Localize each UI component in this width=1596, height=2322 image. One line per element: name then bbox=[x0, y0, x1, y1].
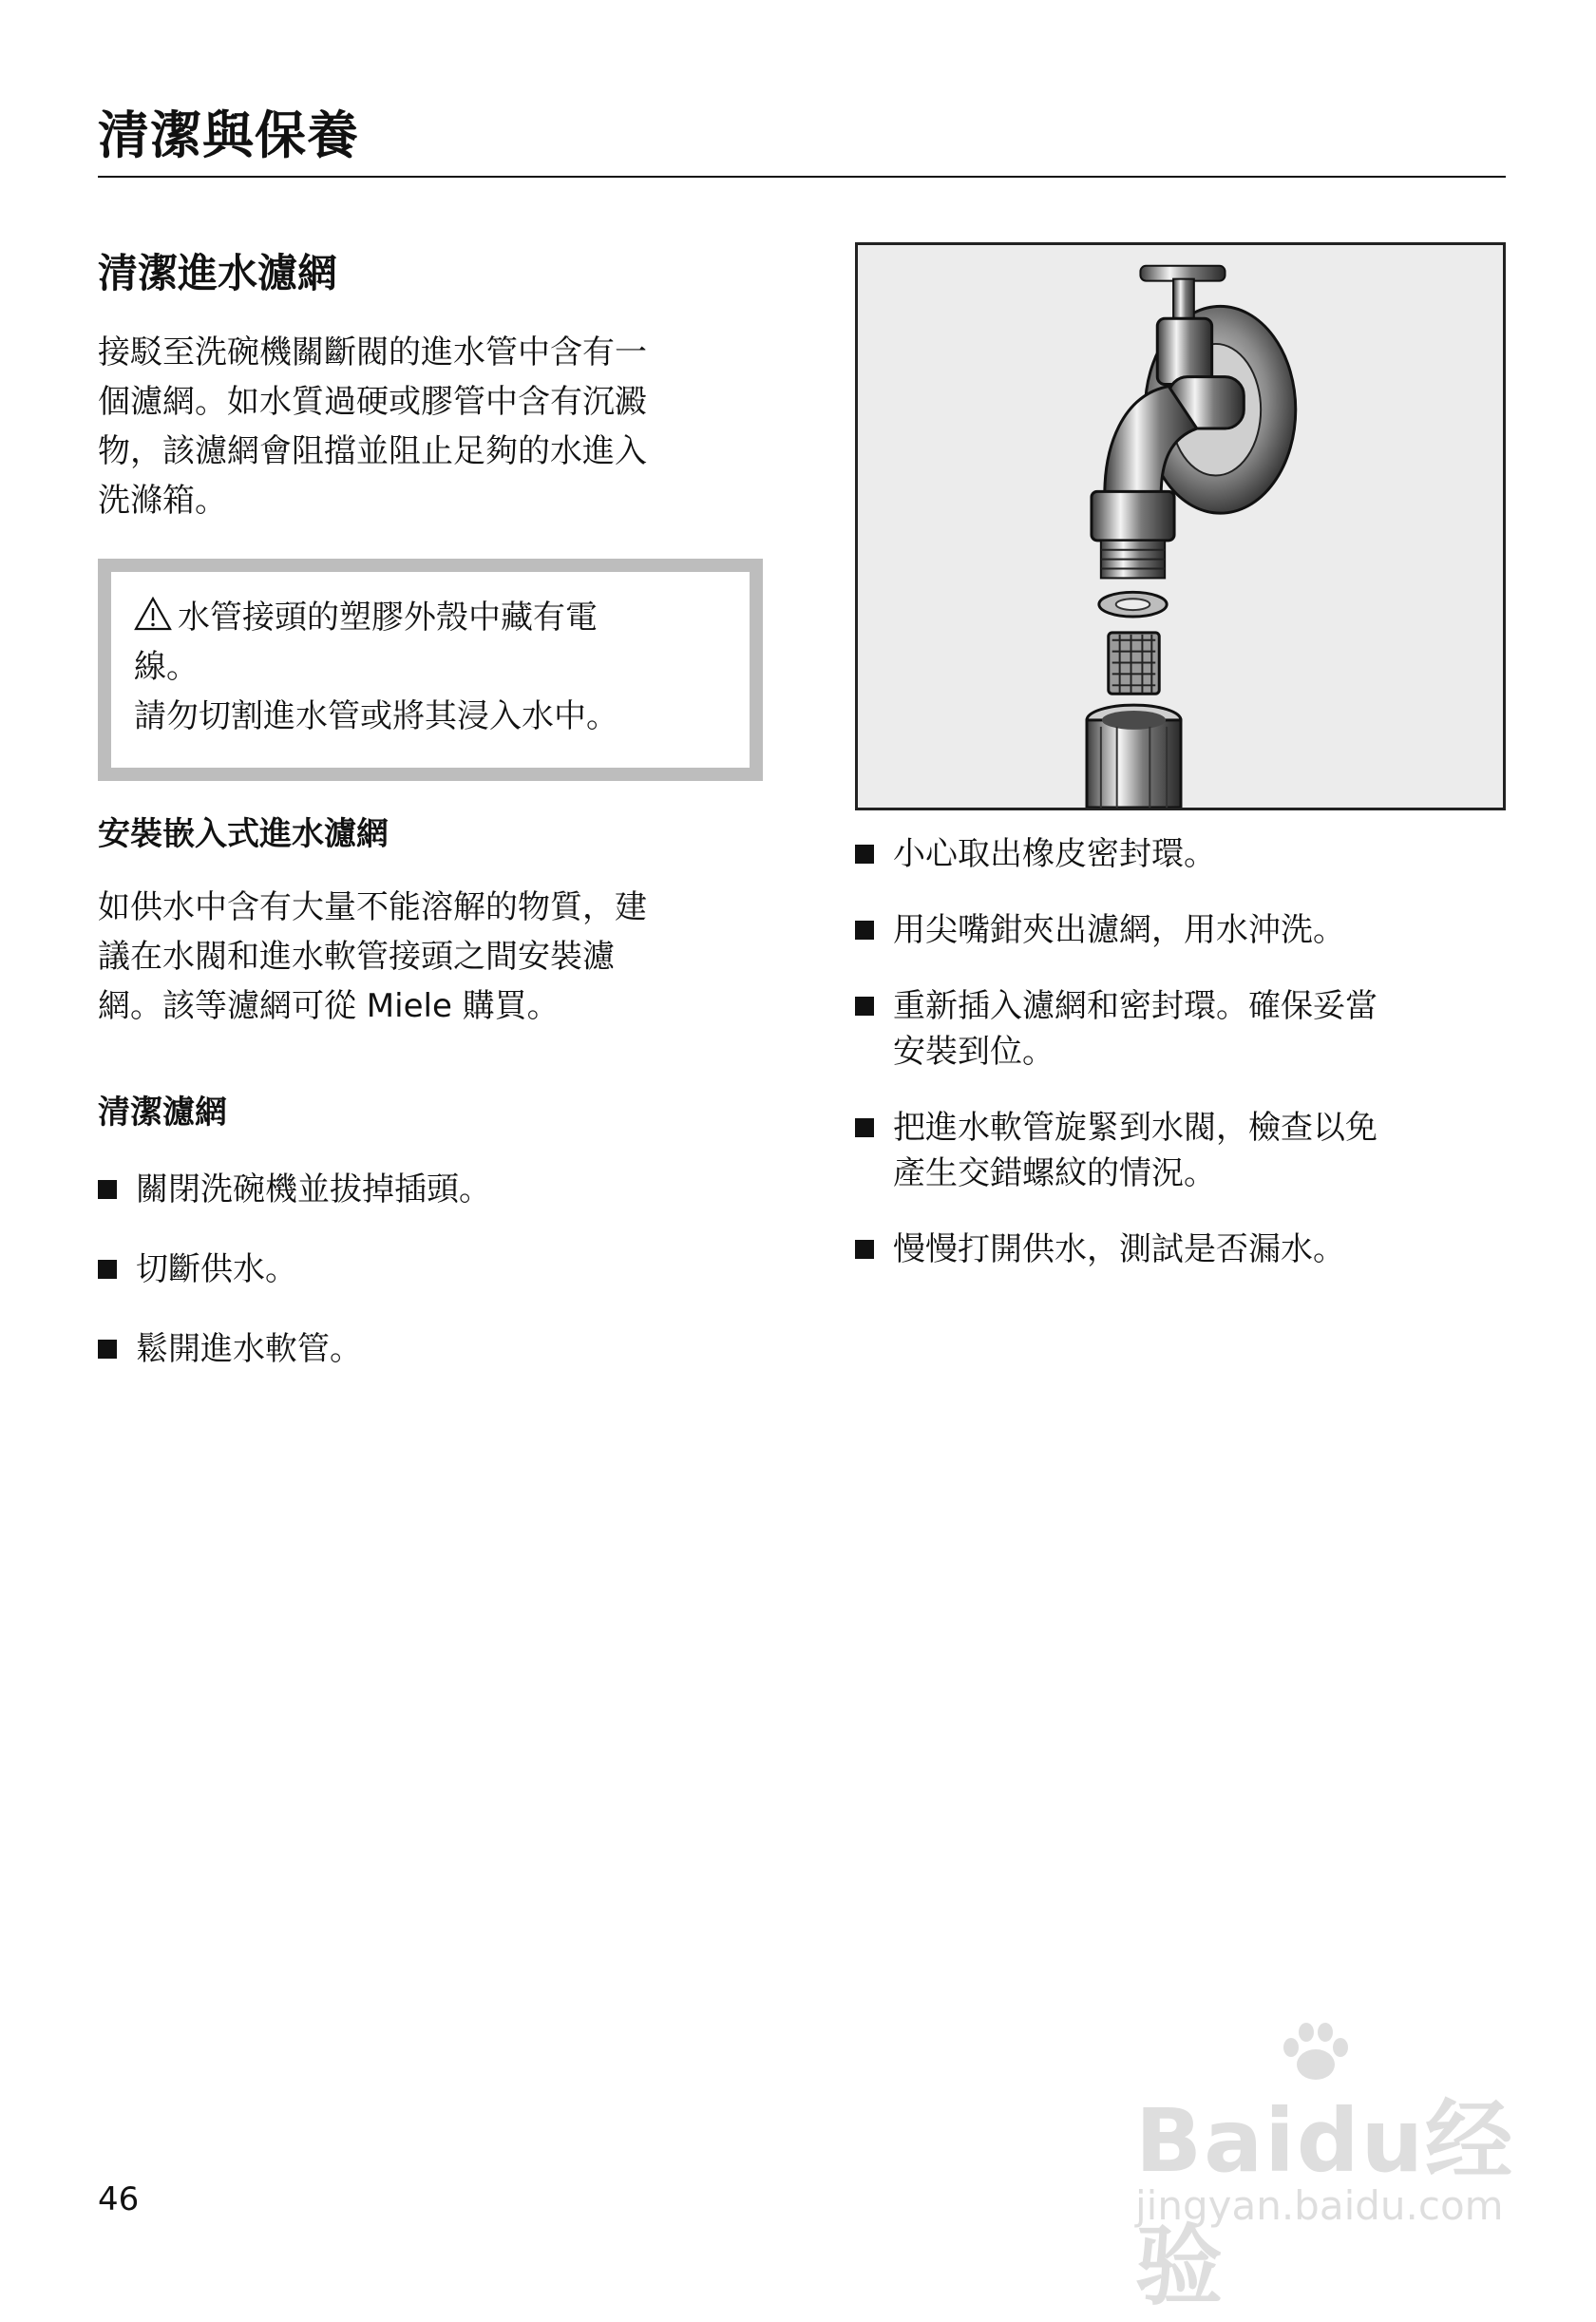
square-bullet-icon bbox=[855, 845, 874, 864]
page-title: 清潔與保養 bbox=[98, 105, 359, 165]
step-text: 重新插入濾網和密封環。確保妥當 bbox=[893, 987, 1378, 1025]
warning-text: 請勿切割進水管或將其浸入水中。 bbox=[134, 697, 618, 735]
list-item bbox=[855, 907, 1506, 953]
square-bullet-icon bbox=[855, 1240, 874, 1259]
baidu-watermark bbox=[1135, 2019, 1534, 2317]
warning-triangle-icon bbox=[134, 597, 172, 631]
list-item bbox=[855, 1105, 1506, 1196]
square-bullet-icon bbox=[98, 1340, 117, 1359]
square-bullet-icon bbox=[855, 1118, 874, 1137]
left-column bbox=[98, 242, 782, 1372]
page-number: 46 bbox=[98, 2180, 140, 2218]
step-text: 安裝到位。 bbox=[893, 1033, 1054, 1071]
watermark-brand: Baidu经验 bbox=[1135, 2090, 1515, 2317]
step-text: 用尖嘴鉗夾出濾網，用水沖洗。 bbox=[893, 911, 1345, 949]
intro-line: 個濾網。如水質過硬或膠管中含有沉澱 bbox=[98, 383, 647, 421]
list-item bbox=[98, 1247, 782, 1292]
list-item bbox=[855, 1227, 1506, 1272]
step-text: 關閉洗碗機並拔掉插頭。 bbox=[136, 1171, 491, 1209]
step-text: 鬆開進水軟管。 bbox=[136, 1330, 362, 1368]
warning-text: 水管接頭的塑膠外殼中藏有電 bbox=[178, 599, 598, 637]
square-bullet-icon bbox=[855, 921, 874, 940]
watermark-url: jingyan.baidu.com bbox=[1135, 2182, 1504, 2229]
step-text: 把進水軟管旋緊到水閥，檢查以免 bbox=[893, 1109, 1378, 1147]
clean-heading: 清潔濾網 bbox=[98, 1094, 227, 1132]
install-line: 網。該等濾網可從 Miele 購買。 bbox=[98, 987, 560, 1025]
right-column bbox=[855, 242, 1506, 1272]
square-bullet-icon bbox=[855, 997, 874, 1016]
install-heading: 安裝嵌入式進水濾網 bbox=[98, 815, 389, 853]
install-paragraph bbox=[98, 883, 782, 1031]
list-item bbox=[855, 983, 1506, 1075]
intro-line: 洗滌箱。 bbox=[98, 482, 227, 520]
section-title: 清潔進水濾網 bbox=[98, 250, 338, 296]
intro-line: 接駁至洗碗機關斷閥的進水管中含有一 bbox=[98, 333, 647, 371]
clean-steps-list bbox=[98, 1167, 782, 1372]
title-divider bbox=[98, 176, 1506, 178]
step-text: 切斷供水。 bbox=[136, 1250, 297, 1288]
square-bullet-icon bbox=[98, 1260, 117, 1279]
intro-paragraph bbox=[98, 328, 782, 525]
intro-line: 物，該濾網會阻擋並阻止足夠的水進入 bbox=[98, 432, 647, 470]
step-text: 小心取出橡皮密封環。 bbox=[893, 835, 1216, 873]
warning-box bbox=[98, 559, 763, 781]
warning-text: 線。 bbox=[134, 648, 199, 686]
list-item bbox=[855, 831, 1506, 877]
step-text: 慢慢打開供水，測試是否漏水。 bbox=[893, 1230, 1345, 1268]
faucet-filter-illustration bbox=[855, 242, 1506, 810]
list-item bbox=[98, 1326, 782, 1372]
square-bullet-icon bbox=[98, 1180, 117, 1199]
list-item bbox=[98, 1167, 782, 1212]
faucet-drawing bbox=[858, 245, 1503, 808]
right-steps-list bbox=[855, 831, 1506, 1272]
step-text: 產生交錯螺紋的情況。 bbox=[893, 1154, 1216, 1192]
install-line: 議在水閥和進水軟管接頭之間安裝濾 bbox=[98, 938, 615, 976]
install-line: 如供水中含有大量不能溶解的物質，建 bbox=[98, 888, 647, 926]
